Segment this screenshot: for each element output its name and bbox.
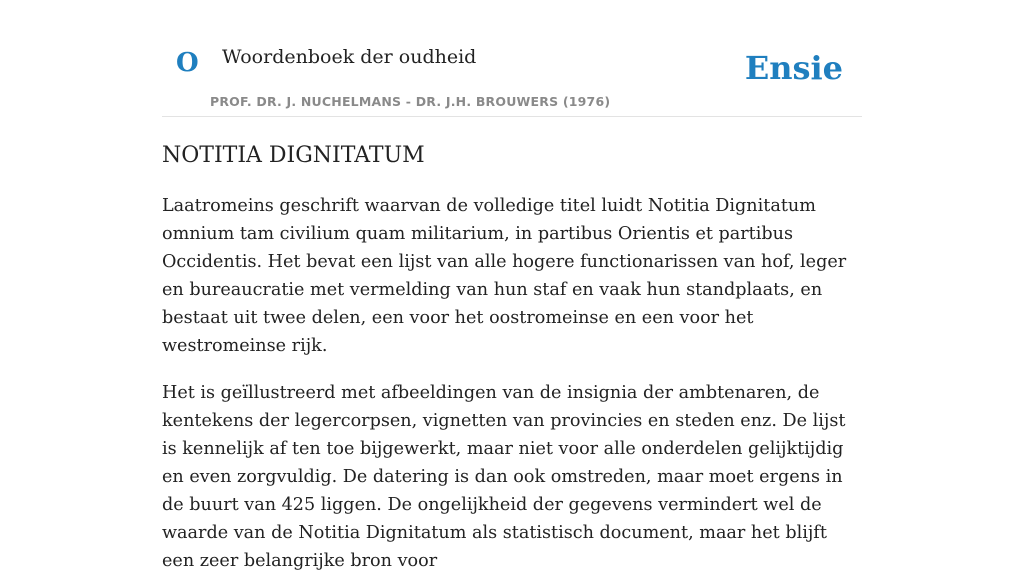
entry-paragraph: Het is geïllustreerd met afbeeldingen van de insignia der ambtenaren, de kentekens der legercorpsen, vignetten van provincies en steden enz. De lijst is kennelijk af ten toe bijgewerkt, maar niet voor alle onderdelen gelijktijdig en even zorgvuldig. De datering is dan ook omstreden, maar moet ergens in de buurt van 425 liggen. De ongelijkheid der gegevens vermindert wel de waarde van de Notitia Dignitatum als statistisch document, maar het blijft een zeer belangrijke bron voor xyxy=(162,383,846,572)
entry-paragraph: Laatromeins geschrift waarvan de volledige titel luidt Notitia Dignitatum omnium tam civilium quam militarium, in partibus Orientis et partibus Occidentis. Het bevat een lijst van alle hogere functionarissen van hof, leger en bureaucratie met vermelding van hun staf en vaak hun standplaats, en bestaat uit twee delen, een voor het oostromeinse en een voor het westromeinse rijk. xyxy=(162,196,847,357)
book-authors: PROF. DR. J. NUCHELMANS - DR. J.H. BROUWERS (1976) xyxy=(210,94,611,109)
header xyxy=(162,0,862,117)
entry-title: NOTITIA DIGNITATUM xyxy=(162,143,425,168)
ensie-logo[interactable]: Ensie xyxy=(744,49,843,87)
content-container xyxy=(162,0,862,575)
index-letter[interactable]: O xyxy=(176,48,199,78)
book-title[interactable]: Woordenboek der oudheid xyxy=(222,46,477,68)
